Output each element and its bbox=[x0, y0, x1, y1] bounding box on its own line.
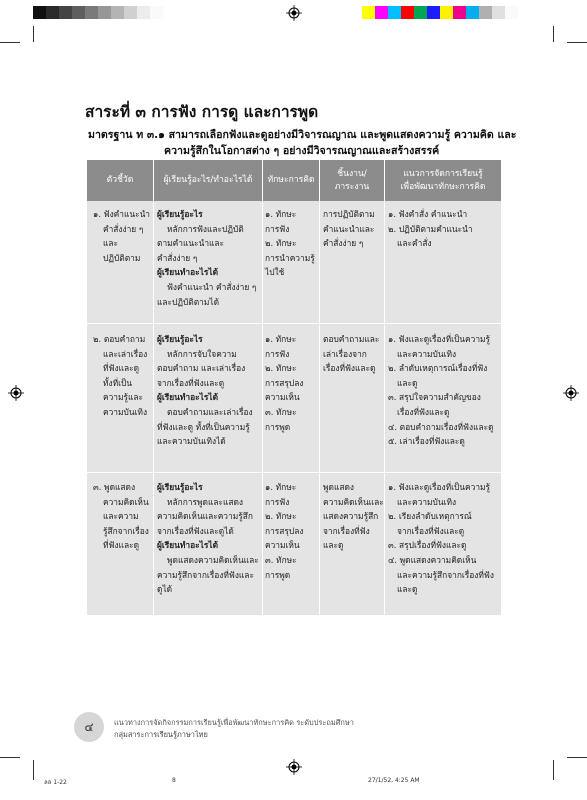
page-number: ๔ bbox=[74, 712, 104, 742]
curriculum-table bbox=[87, 160, 501, 615]
cell-approach: ๑. ฟังและดูเรื่องที่เป็นความรู้ และความบันเทิง ๒. ลำดับเหตุการณ์เรื่องที่ฟัง และดู ๓. สรุปใจความสำคัญของ เรื่องที่ฟังและดู ๔. ตอบคำถามเรื่องที่ฟังและดู ๕. เล่าเรื่องที่ฟังและดู bbox=[388, 334, 494, 447]
footer-subject: กลุ่มสาระการเรียนรู้ภาษาไทย bbox=[114, 730, 208, 739]
cell-learning: ผู้เรียนรู้อะไร หลักการจับใจความ ตอบคำถาม และเล่าเรื่อง จากเรื่องที่ฟังและดู ผู้เรียนทำอะไรได้ ตอบคำถามและเล่าเรื่อง ที่ฟังและดู ทั้งที่เป็นความรู้ และความบันเทิงได้ bbox=[157, 334, 253, 447]
cell-indicator: ๑. ฟังคำแนะนำ คำสั่งง่าย ๆ และ ปฏิบัติตาม bbox=[93, 209, 151, 263]
cell-work: ตอบคำถามและ เล่าเรื่องจาก เรื่องที่ฟังและดู bbox=[323, 334, 380, 374]
header-approach: แนวการจัดการเรียนรู้ เพื่อพัฒนาทักษะการคิด bbox=[400, 168, 486, 192]
cell-indicator: ๒. ตอบคำถาม และเล่าเรื่อง ที่ฟังและดู ทั้งที่เป็น ความรู้และ ความบันเทิง bbox=[93, 334, 148, 417]
crop-mark bbox=[553, 760, 554, 780]
registration-crosshair-icon bbox=[286, 759, 302, 775]
standard-line-1: มาตรฐาน ท ๓.๑ สามารถเลือกฟังและดูอย่างมีวิจารณญาณ และพูดแสดงความรู้ ความคิด และ bbox=[88, 129, 517, 141]
row-divider bbox=[87, 323, 501, 324]
page-title: สาระที่ ๓ การฟัง การดู และการพูด bbox=[85, 103, 319, 121]
cell-skills: ๑. ทักษะ การฟัง ๒. ทักษะ การสรุปลง ความเห็น ๓. ทักษะ การพูด bbox=[265, 334, 304, 432]
header-thinking-skills: ทักษะการคิด bbox=[267, 175, 315, 185]
crop-mark bbox=[33, 26, 34, 42]
footer-book-title: แนวทางการจัดกิจกรรมการเรียนรู้เพื่อพัฒนาทักษะการคิด ระดับประถมศึกษา bbox=[114, 718, 354, 727]
slug-page: 8 bbox=[172, 777, 176, 784]
crop-mark bbox=[553, 26, 554, 42]
slug-datetime: 27/1/52, 4:25 AM bbox=[368, 777, 420, 784]
cell-indicator: ๓. พูดแสดง ความคิดเห็น และความ รู้สึกจากเรื่อง ที่ฟังและดู bbox=[93, 482, 149, 551]
registration-crosshair-icon bbox=[286, 5, 302, 21]
column-divider bbox=[153, 160, 154, 615]
header-work: ชิ้นงาน/ ภาระงาน bbox=[334, 168, 370, 192]
cell-approach: ๑. ฟังและดูเรื่องที่เป็นความรู้ และความบันเทิง ๒. เรียงลำดับเหตุการณ์ จากเรื่องที่ฟังและดู ๓. สรุปเรื่องที่ฟังและดู ๔. พูดแสดงความคิดเห็น และความรู้สึกจากเรื่องที่ฟัง และดู bbox=[388, 482, 494, 595]
column-divider bbox=[319, 160, 320, 615]
crop-mark bbox=[567, 42, 587, 43]
header-indicator: ตัวชี้วัด bbox=[106, 175, 134, 185]
cell-skills: ๑. ทักษะ การฟัง ๒. ทักษะ การนำความรู้ ไปใช้ bbox=[265, 209, 315, 278]
crop-mark bbox=[0, 757, 20, 758]
slug-file-name: ลล 1-22 bbox=[44, 779, 67, 786]
cell-skills: ๑. ทักษะ การฟัง ๒. ทักษะ การสรุปลง ความเห็น ๓. ทักษะ การพูด bbox=[265, 482, 304, 580]
crop-mark bbox=[0, 42, 20, 43]
cell-learning: ผู้เรียนรู้อะไร หลักการฟังและปฏิบัติ ตามคำแนะนำและ คำสั่งง่าย ๆ ผู้เรียนทำอะไรได้ ฟังคำแนะนำ คำสั่งง่าย ๆ และปฏิบัติตามได้ bbox=[157, 209, 257, 307]
header-learning: ผู้เรียนรู้อะไร/ทำอะไรได้ bbox=[163, 175, 253, 185]
column-divider bbox=[384, 160, 385, 615]
cell-work: พูดแสดง ความคิดเห็นและ แสดงความรู้สึก จากเรื่องที่ฟัง และดู bbox=[323, 482, 384, 551]
registration-crosshair-icon bbox=[563, 385, 579, 401]
registration-crosshair-icon bbox=[8, 385, 24, 401]
crop-mark bbox=[33, 760, 34, 780]
crop-mark bbox=[567, 757, 587, 758]
cell-learning: ผู้เรียนรู้อะไร หลักการพูดและแสดง ความคิดเห็นและความรู้สึก จากเรื่องที่ฟังและดูได้ ผู้เรียนทำอะไรได้ พูดแสดงความคิดเห็นและ ความรู้สึกจากเรื่องที่ฟังและ ดูได้ bbox=[157, 482, 259, 595]
row-divider bbox=[87, 472, 501, 473]
color-registration-bar bbox=[362, 6, 518, 19]
gray-registration-bar bbox=[33, 6, 163, 19]
column-divider bbox=[262, 160, 263, 615]
cell-work: การปฏิบัติตาม คำแนะนำและ คำสั่งง่าย ๆ bbox=[323, 209, 375, 249]
cell-approach: ๑. ฟังคำสั่ง คำแนะนำ ๒. ปฏิบัติตามคำแนะนำ และคำสั่ง bbox=[388, 209, 473, 249]
standard-line-2: ความรู้สึกในโอกาสต่าง ๆ อย่างมีวิจารณญาณและสร้างสรรค์ bbox=[164, 145, 440, 157]
